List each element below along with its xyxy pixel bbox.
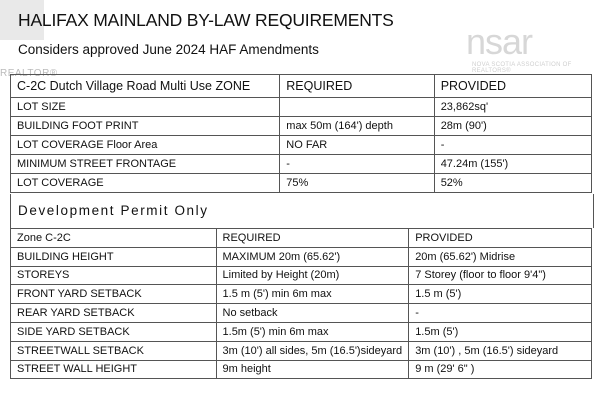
row-required <box>280 98 434 117</box>
row-required: NO FAR <box>280 136 434 155</box>
row-label: LOT SIZE <box>11 98 280 117</box>
page-title: HALIFAX MAINLAND BY-LAW REQUIREMENTS <box>18 10 394 30</box>
required-header: REQUIRED <box>280 75 434 98</box>
table-row <box>11 98 592 117</box>
row-label: SIDE YARD SETBACK <box>11 322 217 341</box>
row-provided: 9 m (29' 6" ) <box>409 360 592 379</box>
table-header-row <box>11 75 592 98</box>
row-label: FRONT YARD SETBACK <box>11 285 217 304</box>
row-label: LOT COVERAGE <box>11 174 280 193</box>
row-label: STREETWALL SETBACK <box>11 341 217 360</box>
table-row <box>11 360 592 379</box>
row-label: LOT COVERAGE Floor Area <box>11 136 280 155</box>
row-provided: 7 Storey (floor to floor 9'4") <box>409 266 592 285</box>
row-label: STOREYS <box>11 266 217 285</box>
nsar-logo-subtitle: NOVA SCOTIA ASSOCIATION OF REALTORS® <box>472 62 572 74</box>
row-required: No setback <box>216 304 409 323</box>
realtor-watermark: REALTOR® <box>0 68 58 79</box>
provided-header: PROVIDED <box>434 75 591 98</box>
table-row <box>11 304 592 323</box>
table-row <box>11 247 592 266</box>
row-provided: 47.24m (155') <box>434 155 591 174</box>
row-provided: - <box>434 136 591 155</box>
row-label: MINIMUM STREET FRONTAGE <box>11 155 280 174</box>
row-provided: 23,862sq' <box>434 98 591 117</box>
zone-header: Zone C-2C <box>11 229 217 248</box>
row-provided: 52% <box>434 174 591 193</box>
provided-header: PROVIDED <box>409 229 592 248</box>
zone-requirements-table <box>10 74 592 193</box>
nsar-logo <box>466 22 594 78</box>
table-row <box>11 266 592 285</box>
table-row <box>11 155 592 174</box>
row-provided: 20m (65.62') Midrise <box>409 247 592 266</box>
row-label: REAR YARD SETBACK <box>11 304 217 323</box>
table-row <box>11 136 592 155</box>
table-header-row <box>11 229 592 248</box>
table-row <box>11 341 592 360</box>
table-row <box>11 322 592 341</box>
page-subtitle: Considers approved June 2024 HAF Amendments <box>18 42 319 57</box>
row-required: 1.5m (5') min 6m max <box>216 322 409 341</box>
required-header: REQUIRED <box>216 229 409 248</box>
row-provided: 1.5m (5') <box>409 322 592 341</box>
row-required: Limited by Height (20m) <box>216 266 409 285</box>
row-label: STREET WALL HEIGHT <box>11 360 217 379</box>
table-row <box>11 174 592 193</box>
row-label: BUILDING HEIGHT <box>11 247 217 266</box>
row-required: max 50m (164') depth <box>280 117 434 136</box>
row-provided: - <box>409 304 592 323</box>
row-required: - <box>280 155 434 174</box>
row-provided: 28m (90') <box>434 117 591 136</box>
row-provided: 3m (10') , 5m (16.5') sideyard <box>409 341 592 360</box>
table-row <box>11 285 592 304</box>
row-provided: 1.5 m (5') <box>409 285 592 304</box>
nsar-logo-text: nsar <box>466 21 533 62</box>
table-row <box>11 117 592 136</box>
row-required: 3m (10') all sides, 5m (16.5')sideyard <box>216 341 409 360</box>
row-label: BUILDING FOOT PRINT <box>11 117 280 136</box>
zone-header: C-2C Dutch Village Road Multi Use ZONE <box>11 75 280 98</box>
development-permit-table <box>10 228 592 379</box>
row-required: 9m height <box>216 360 409 379</box>
row-required: 1.5 m (5') min 6m max <box>216 285 409 304</box>
development-title: Development Permit Only <box>18 203 209 218</box>
row-required: MAXIMUM 20m (65.62') <box>216 247 409 266</box>
row-required: 75% <box>280 174 434 193</box>
